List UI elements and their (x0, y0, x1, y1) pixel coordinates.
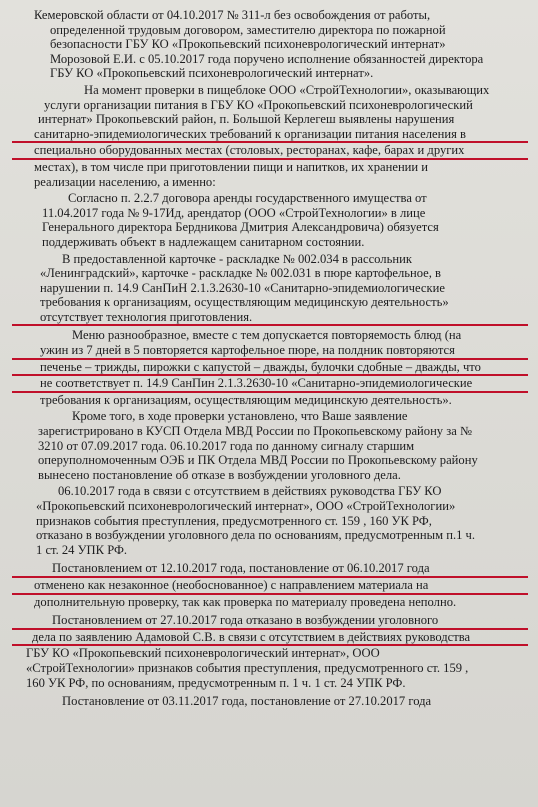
text-line: Постановление от 03.11.2017 года, постановление от 27.10.2017 года (62, 694, 432, 709)
text-line: интернат» Прокопьевский район, п. Большой Керлегеш выявлены нарушения (38, 112, 455, 127)
text-line: требования к организациям, осуществляющим медицинскую деятельность». (40, 392, 452, 407)
text-line: нарушении п. 14.9 СанПиН 2.1.3.2630-10 «Санитарно-эпидемиологические (40, 280, 445, 295)
paragraph-lease (12, 191, 528, 249)
text-line: Генерального директора Бердникова Дмитрия Александровича) обязуется (42, 220, 439, 235)
paragraph-menu (12, 328, 528, 407)
text-line: оперуполномоченным ОЭБ и ПК Отдела МВД России по Прокопьевскому району (38, 453, 478, 468)
highlighted-line: печенье – трижды, пирожки с капустой – дважды, булочки сдобные – дважды, что (12, 360, 528, 377)
text-line: зарегистрировано в КУСП Отдела МВД России по Прокопьевскому району за № (38, 424, 472, 439)
highlighted-line: ужин из 7 дней в 5 повторяется картофельное пюре, на полдник повторяются (12, 343, 528, 360)
text-line: «Прокопьевский психоневрологический интернат», ООО «СтройТехнологии» (36, 499, 456, 513)
text-line: Согласно п. 2.2.7 договора аренды государственного имущества от (68, 191, 427, 206)
text-line: отказано в возбуждении уголовного дела по основаниям, предусмотренным п.1 ч. (36, 528, 476, 543)
text-line: ГБУ КО «Прокопьевский психоневрологический интернат», ООО (26, 646, 380, 661)
highlighted-line: санитарно-эпидемиологических требований к организации питания населения в (12, 127, 528, 144)
text-line: дополнительную проверку, так как проверка по материалу проведена неполно. (34, 594, 457, 609)
text-line: поддерживать объект в надлежащем санитарном состоянии. (42, 234, 365, 249)
paragraph-refusal (12, 484, 528, 557)
text-line: реализации населению, а именно: (34, 174, 216, 189)
paragraph-appointment (12, 8, 528, 81)
text-line: местах), в том числе при приготовлении пищи и напитков, их хранении и (34, 159, 429, 174)
text-line: На момент проверки в пищеблоке ООО «СтройТехнологии», оказывающих (84, 82, 490, 97)
text-line: «Ленинградский», карточке - раскладке № 002.031 в пюре картофельное, в (40, 266, 442, 281)
text-line: требования к организациям, осуществляющим медицинскую деятельность» (40, 295, 449, 310)
text-line: безопасности ГБУ КО «Прокопьевский психоневрологический интернат» (50, 37, 446, 52)
highlighted-line: Постановлением от 12.10.2017 года, постановление от 06.10.2017 года (12, 561, 528, 578)
text-line: определенной трудовым договором, заместителю директора по пожарной (50, 22, 446, 37)
highlighted-line: не соответствует п. 14.9 СанПин 2.1.3.2630-10 «Санитарно-эпидемиологические (12, 376, 528, 393)
highlighted-line: специально оборудованных местах (столовых, ресторанах, кафе, барах и других (12, 143, 528, 160)
text-line: услуги организации питания в ГБУ КО «Прокопьевский психоневрологический (44, 97, 473, 112)
text-line: 06.10.2017 года в связи с отсутствием в действиях руководства ГБУ КО (58, 484, 442, 499)
paragraph-police-report (12, 409, 528, 482)
text-line: признаков события преступления, предусмотренного ст. 159 , 160 УК РФ, (36, 513, 432, 528)
highlighted-line: отменено как незаконное (необоснованное) с направлением материала на (12, 578, 528, 595)
paragraph-recipe-card (12, 252, 528, 327)
paragraph-final (12, 694, 528, 709)
highlighted-line: В предоставленной карточке - раскладке № 002.034 в рассольник (62, 251, 412, 266)
paragraph-inspection (12, 83, 528, 189)
paragraph-second-refusal (12, 613, 528, 690)
paragraph-annulment (12, 561, 528, 609)
text-line: Кемеровской области от 04.10.2017 № 311-л без освобождения от работы, (34, 8, 431, 22)
text-line: Кроме того, в ходе проверки установлено, что Ваше заявление (72, 409, 408, 424)
text-line: Морозовой Е.И. с 05.10.2017 года поручено исполнение обязанностей директора (50, 51, 484, 66)
text-line: 1 ст. 24 УПК РФ. (36, 542, 128, 557)
highlighted-line: дела по заявлению Адамовой С.В. в связи с отсутствием в действиях руководства (12, 630, 528, 647)
highlighted-line: Постановлением от 27.10.2017 года отказано в возбуждении уголовного (12, 613, 528, 630)
text-line: 3210 от 07.09.2017 года. 06.10.2017 года по данному сигналу старшим (38, 438, 415, 453)
text-line: вынесено постановление об отказе в возбуждении уголовного дела. (38, 467, 401, 482)
text-line: Меню разнообразное, вместе с тем допускается повторяемость блюд (на (72, 328, 462, 343)
text-line: 11.04.2017 года № 9-17Ид, арендатор (ООО «СтройТехнологии» в лице (42, 205, 426, 220)
text-line: ГБУ КО «Прокопьевский психоневрологический интернат». (50, 66, 374, 81)
highlighted-line: отсутствует технология приготовления. (12, 310, 528, 327)
text-line: 160 УК РФ, по основаниям, предусмотренным п. 1 ч. 1 ст. 24 УПК РФ. (26, 675, 406, 690)
text-line: «СтройТехнологии» признаков события преступления, предусмотренного ст. 159 , (26, 660, 469, 675)
